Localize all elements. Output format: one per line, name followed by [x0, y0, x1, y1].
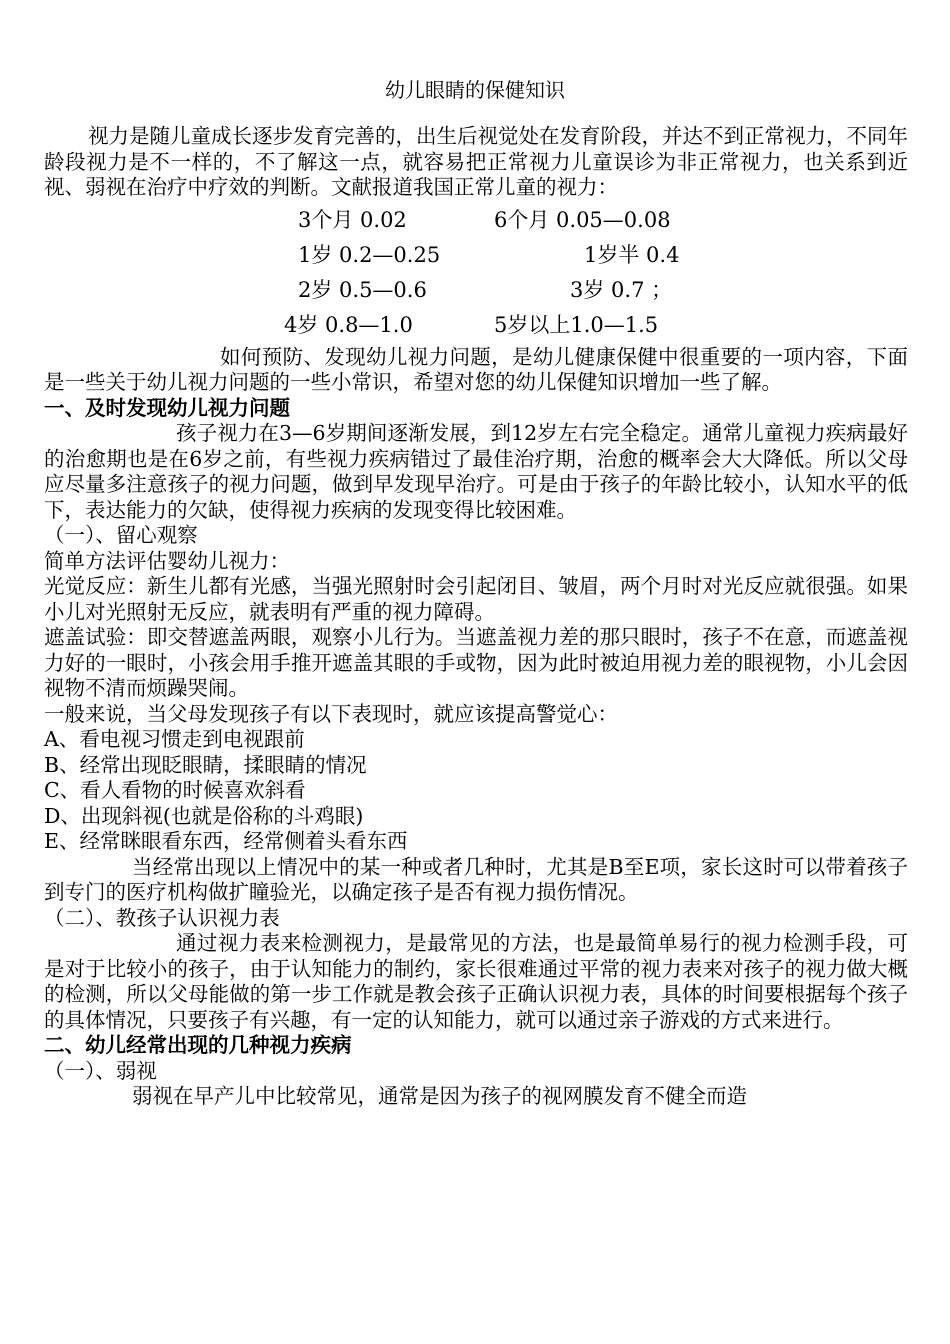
vision-cell: 1岁半 0.4 [584, 242, 680, 267]
vision-row [44, 238, 908, 273]
document-body [44, 124, 908, 1110]
vision-cell: 3个月 0.02 [298, 207, 407, 232]
symptom-list-item: C、看人看物的时候喜欢斜看 [44, 778, 306, 802]
vision-cell: 4岁 0.8—1.0 [284, 312, 413, 337]
section1-heading: 一、及时发现幼儿视力问题 [44, 395, 290, 420]
general-line: 一般来说，当父母发现孩子有以下表现时，就应该提高警觉心： [44, 701, 618, 726]
vision-row [44, 308, 908, 343]
subsection-heading: （一）、留心观察 [44, 523, 198, 547]
method-line: 简单方法评估婴幼儿视力： [44, 548, 290, 573]
subsection-heading: （二）、教孩子认识视力表 [44, 905, 280, 930]
symptom-list-item: D、出现斜视(也就是俗称的斗鸡眼) [44, 803, 364, 828]
amblyopia-paragraph: 弱视在早产儿中比较常见，通常是因为孩子的视网膜发育不健全而造 [132, 1084, 747, 1108]
document-title: 幼儿眼睛的保健知识 [385, 78, 565, 102]
vision-row [44, 273, 908, 308]
vision-cell: 1岁 0.2—0.25 [298, 242, 441, 267]
vision-age-table [44, 203, 908, 343]
subsection-heading: （一）、弱视 [44, 1058, 157, 1083]
vision-chart-paragraph: 通过视力表来检测视力，是最常见的方法，也是最简单易行的视力检测手段，可是对于比较小的孩子，由于认知能力的制约，家长很难通过平常的视力表来对孩子的视力做大概的检测，所以父母能做的第一步工作就是教会孩子正确认识视力表，具体的时间要根据每个孩子的具体情况，只要孩子有兴趣，有一定的认知能力，就可以通过亲子游戏的方式来进行。 [44, 931, 908, 1032]
light-reaction-paragraph: 光觉反应：新生儿都有光感，当强光照射时会引起闭目、皱眉，两个月时对光反应就很强。如果小儿对光照射无反应，就表明有严重的视力障碍。 [44, 574, 908, 624]
symptom-list-item: B、经常出现眨眼睛，揉眼睛的情况 [44, 752, 367, 777]
prevention-paragraph: 如何预防、发现幼儿视力问题，是幼儿健康保健中很重要的一项内容，下面是一些关于幼儿视力问题的一些小常识，希望对您的幼儿保健知识增加一些了解。 [44, 344, 908, 394]
section1-paragraph: 孩子视力在3—6岁期间逐渐发展，到12岁左右完全稳定。通常儿童视力疾病最好的治愈期也是在6岁之前，有些视力疾病错过了最佳治疗期，治愈的概率会大大降低。所以父母应尽量多注意孩子的视力问题，做到早发现早治疗。可是由于孩子的年龄比较小，认知水平的低下，表达能力的欠缺，使得视力疾病的发现变得比较困难。 [44, 421, 908, 522]
section2-heading: 二、幼儿经常出现的几种视力疾病 [44, 1033, 352, 1057]
vision-cell: 3岁 0.7 ； [570, 277, 673, 302]
cover-test-paragraph: 遮盖试验：即交替遮盖两眼，观察小儿行为。当遮盖视力差的那只眼时，孩子不在意，而遮盖视力好的一眼时，小孩会用手推开遮盖其眼的手或物，因为此时被迫用视力差的眼视物，小儿会因视物不清而烦躁哭闹。 [44, 625, 908, 700]
symptom-list-item: E、经常眯眼看东西，经常侧着头看东西 [44, 829, 408, 853]
conclusion-paragraph: 当经常出现以上情况中的某一种或者几种时，尤其是B至E项，家长这时可以带着孩子到专门的医疗机构做扩瞳验光，以确定孩子是否有视力损伤情况。 [44, 854, 908, 904]
vision-cell: 6个月 0.05—0.08 [494, 207, 671, 232]
symptom-list-item: A、看电视习惯走到电视跟前 [44, 727, 305, 751]
vision-row [44, 203, 908, 238]
intro-paragraph: 视力是随儿童成长逐步发育完善的，出生后视觉处在发育阶段，并达不到正常视力，不同年龄段视力是不一样的，不了解这一点，就容易把正常视力儿童误诊为非正常视力，也关系到近视、弱视在治疗中疗效的判断。文献报道我国正常儿童的视力： [44, 124, 908, 199]
vision-cell: 5岁以上1.0—1.5 [494, 312, 659, 337]
vision-cell: 2岁 0.5—0.6 [298, 277, 427, 302]
